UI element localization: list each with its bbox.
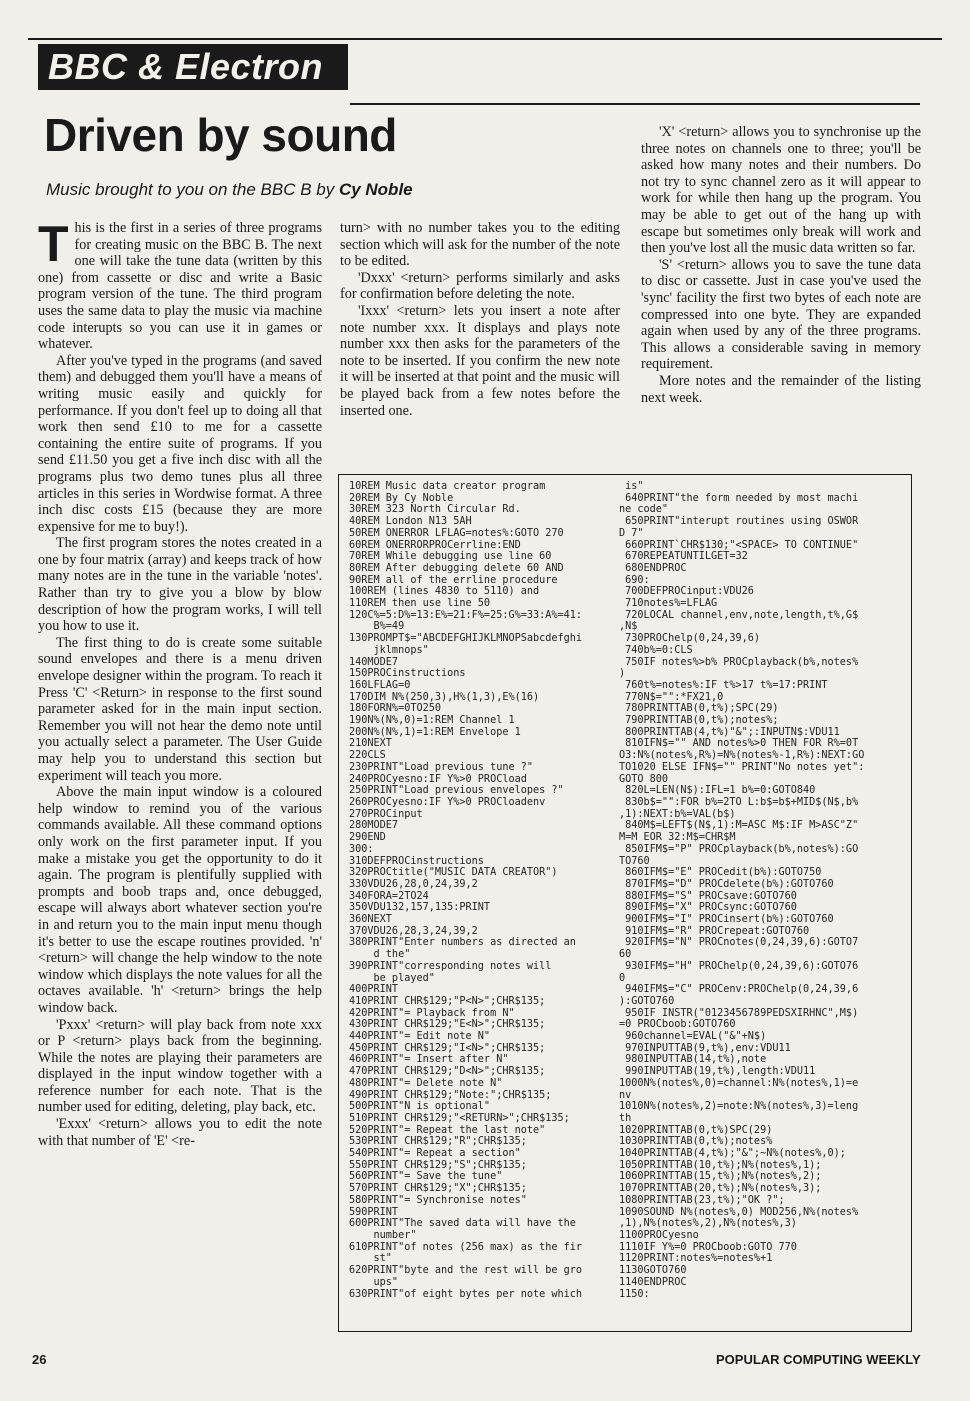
paragraph: turn> with no number takes you to the editing section which will ask for the number of the note to be edited. [340, 220, 620, 270]
paragraph: 'Dxxx' <return> performs similarly and asks for confirmation before deleting the note. [340, 269, 620, 303]
article-column-1 [38, 220, 322, 1340]
standfirst-text: Music brought to you on the BBC B by [46, 180, 339, 199]
author-name: Cy Noble [338, 180, 413, 199]
paragraph: More notes and the remainder of the listing next week. [641, 372, 921, 406]
magazine-name: POPULAR COMPUTING WEEKLY [716, 1352, 921, 1367]
headline: Driven by sound [44, 109, 397, 161]
paragraph: 'Exxx' <return> allows you to edit the note with that number of 'E' <re- [38, 1116, 322, 1149]
drop-cap: T [38, 220, 69, 272]
page-number: 26 [32, 1352, 47, 1367]
article-column-3 [641, 124, 921, 462]
standfirst [46, 180, 413, 200]
listing-right-column: is" 640PRINT"the form needed by most machi ne code" 650PRINT"interupt routines using OSWOR D 7" 660PRINT`CHR$130;"<SPACE> TO CONTINUE" 670REPEATUNTILGET=32 680ENDPROC 690: 700DEFPROCinput:VDU26 710notes%=LFLAG 720LOCAL channel,env,note,length,t%,G$ ,N$ 730PROChelp(0,24,39,6) 740b%=0:CLS 750IF notes%>b% PROCplayback(b%,notes% ) 760t%=notes%:IF t%>17 t%=17:PRINT 770N$="":*FX21,0 780PRINTTAB(0,t%);SPC(29) 790PRINTTAB(0,t%);notes%; 800PRINTTAB(4,t%)"&";:INPUTN$:VDU11 810IFN$="" AND notes%>0 THEN FOR R%=0T O3:N%(notes%,R%)=N%(notes%-1,R%):NEXT:GO TO1020 ELSE IFN$="" PRINT"No notes yet": GOTO 800 820L=LEN(N$):IFL=1 b%=0:GOTO840 830b$="":FOR b%=2TO L:b$=b$+MID$(N$,b% ,1):NEXT:b%=VAL(b$) 840M$=LEFT$(N$,1):M=ASC M$:IF M>ASC"Z" M=M EOR 32:M$=CHR$M 850IFM$="P" PROCplayback(b%,notes%):GO TO760 860IFM$="E" PROCedit(b%):GOTO750 870IFM$="D" PROCdelete(b%):GOTO760 880IFM$="S" PROCsave:GOTO760 890IFM$="X" PROCsync:GOTO760 900IFM$="I" PROCinsert(b%):GOTO760 910IFM$="R" PROCrepeat:GOTO760 920IFM$="N" PROCnotes(0,24,39,6):GOTO7 60 930IFM$="H" PROChelp(0,24,39,6):GOTO76 0 940IFM$="C" PROCenv:PROChelp(0,24,39,6 ):GOTO760 950IF INSTR("0123456789PEDSXIRHNC",M$) =0 PROCboob:GOTO760 960channel=EVAL("&"+N$) 970INPUTTAB(9,t%),env:VDU11 980INPUTTAB(14,t%),note 990INPUTTAB(19,t%),length:VDU11 1000N%(notes%,0)=channel:N%(notes%,1)=e nv 1010N%(notes%,2)=note:N%(notes%,3)=leng th 1020PRINTTAB(0,t%)SPC(29) 1030PRINTTAB(0,t%);notes% 1040PRINTTAB(4,t%);"&";~N%(notes%,0); 1050PRINTTAB(10,t%);N%(notes%,1); 1060PRINTTAB(15,t%);N%(notes%,2); 1070PRINTTAB(20,t%);N%(notes%,3); 1080PRINTTAB(23,t%);"OK ?"; 1090SOUND N%(notes%,0) MOD256,N%(notes% ,1),N%(notes%,2),N%(notes%,3) 1100PROCyesno 1110IF Y%=0 PROCboob:GOTO 770 1120PRINT:notes%=notes%+1 1130GOTO760 1140ENDPROC 1150: [619, 481, 865, 1300]
listing-left-column: 10REM Music data creator program 20REM By Cy Noble 30REM 323 North Circular Rd. 40REM London N13 5AH 50REM ONERROR LFLAG=notes%:GOTO 270 60REM ONERRORPROCerrline:END 70REM While debugging use line 60 80REM After debugging delete 60 AND 90REM all of the errline procedure 100REM (lines 4830 to 5110) and 110REM then use line 50 120C%=5:D%=13:E%=21:F%=25:G%=33:A%=41: B%=49 130PROMPT$="ABCDEFGHIJKLMNOPSabcdefghi jklmnops" 140MODE7 150PROCinstructions 160LFLAG=0 170DIM N%(250,3),H%(1,3),E%(16) 180FORN%=0TO250 190N%(N%,0)=1:REM Channel 1 200N%(N%,1)=1:REM Envelope 1 210NEXT 220CLS 230PRINT"Load previous tune ?" 240PROCyesno:IF Y%>0 PROCload 250PRINT"Load previous envelopes ?" 260PROCyesno:IF Y%>0 PROCloadenv 270PROCinput 280MODE7 290END 300: 310DEFPROCinstructions 320PROCtitle("MUSIC DATA CREATOR") 330VDU26,28,0,24,39,2 340FORA=2TO24 350VDU132,157,135:PRINT 360NEXT 370VDU26,28,3,24,39,2 380PRINT"Enter numbers as directed an d the" 390PRINT"corresponding notes will be played" 400PRINT 410PRINT CHR$129;"P<N>";CHR$135; 420PRINT"= Playback from N" 430PRINT CHR$129;"E<N>";CHR$135; 440PRINT"= Edit note N" 450PRINT CHR$129;"I<N>";CHR$135; 460PRINT"= Insert after N" 470PRINT CHR$129;"D<N>";CHR$135; 480PRINT"= Delete note N" 490PRINT CHR$129;"Note:";CHR$135; 500PRINT"N is optional" 510PRINT CHR$129;"<RETURN>";CHR$135; 520PRINT"= Repeat the last note" 530PRINT CHR$129;"R";CHR$135; 540PRINT"= Repeat a section" 550PRINT CHR$129;"S";CHR$135; 560PRINT"= Save the tune" 570PRINT CHR$129;"X";CHR$135; 580PRINT"= Synchronise notes" 590PRINT 600PRINT"The saved data will have the number" 610PRINT"of notes (256 max) as the fir st" 620PRINT"byte and the rest will be gro ups" 630PRINT"of eight bytes per note which [349, 481, 583, 1300]
paragraph: The first program stores the notes created in a one by four matrix (array) and keeps track of how many notes are in the tune in the variable 'notes'. Rather than try to give you a blow by blow description of how the program works, I will tell you how to use it. [38, 535, 322, 635]
top-rule [28, 38, 942, 40]
paragraph: 'Pxxx' <return> will play back from note xxx or P <return> plays back from the beginning. While the notes are playing their parameters are displayed in the input window together with a reference number for each note. That is the number used for editing, deleting, play back, etc. [38, 1016, 322, 1116]
paragraph: 'S' <return> allows you to save the tune data to disc or cassette. Just in case you've used the 'sync' facility the first two bytes of each note are compressed into one byte. They are expanded again when used by any of the three programs. This allows a considerable saving in memory requirement. [641, 256, 921, 373]
paragraph: 'X' <return> allows you to synchronise up the three notes on channels one to three; you'll be asked how many notes and their numbers. Do not try to sync channel zero as it will appear to work for while then hang up the program. You may be able to get out of the hang up with escape but sometimes only break will work and then you've lost all the music data written so far. [641, 124, 921, 257]
section-rule [350, 103, 920, 105]
paragraph [38, 220, 322, 353]
program-listing [338, 474, 912, 1332]
paragraph-text: his is the first in a series of three programs for creating music on the BBC B. The next one will take the tune data (written by this one) from cassette or disc and write a Basic program version of the tune. The third program uses the same data to play the music via machine code interupts so you can use it in games or whatever. [38, 220, 322, 353]
article-column-2 [340, 220, 620, 460]
paragraph: 'Ixxx' <return> lets you insert a note after note number xxx. It displays and plays note number xxx then asks for the parameters of the note to be inserted. If you confirm the new note it will be inserted at that point and the music will be played back from a few notes before the inserted one. [340, 302, 620, 419]
section-banner: BBC & Electron [38, 44, 348, 90]
paragraph: After you've typed in the programs (and saved them) and debugged them you'll have a means of writing music easily and quickly for performance. If you don't feel up to doing all that work then send £10 to me for a cassette containing the entire suite of programs. If you send £11.50 you get a five inch disc with all the programs plus two demo tunes plus all three articles in this series in Wordwise format. A three inch disc costs £15 (because they are more expensive for me to buy!). [38, 352, 322, 535]
paragraph: The first thing to do is create some suitable sound envelopes and there is a menu driven envelope designer within the program. To reach it Press 'C' <Return> in response to the first sound parameter asked for in the main input section. Remember you will not hear the demo note until you actually select a parameter. The User Guide may help you to understand this section but experiment will teach you more. [38, 634, 322, 784]
paragraph: Above the main input window is a coloured help window to remind you of the various commands available. All these command options only work on the first parameter input. If you make a mistake you get the opportunity to do it again. The program is plentifully supplied with prompts and boob traps and, once debugged, escape will always abort whatever section you're in and return you to the main input menu though it's better to use the escape routines provided. 'n' <return> will change the help window to the note window which displays the note values for all the octaves available. 'h' <return> brings the help window back. [38, 784, 322, 1016]
